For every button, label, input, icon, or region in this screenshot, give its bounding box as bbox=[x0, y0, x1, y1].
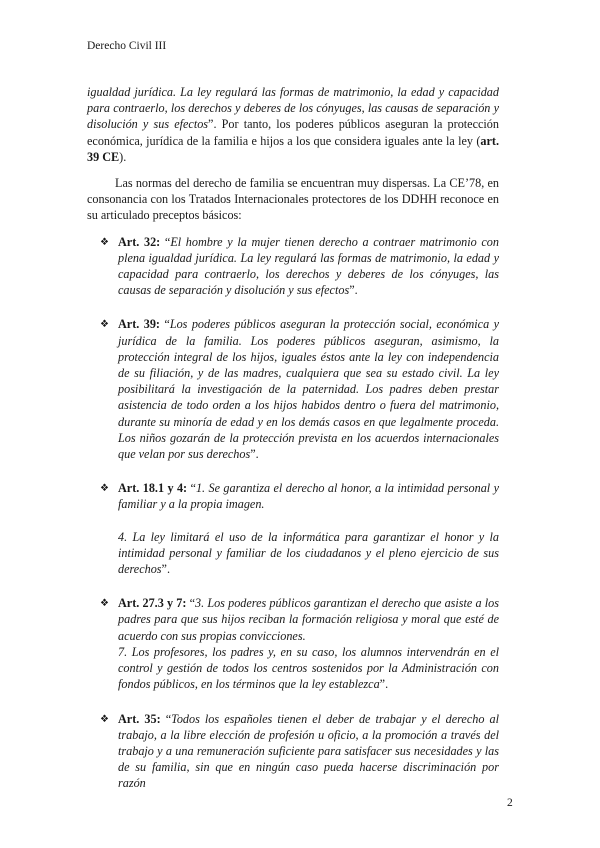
article-39: ❖ Art. 39: “Los poderes públicos aseguran la protección social, económica y jurídica de la familia. Los poderes públicos aseguran, asimismo, la protección integral de los hijos, iguales éstos ante la ley con independencia de su filiación, y de las madres, cualquiera que sea su estado civil. La ley posibilitará la investigación de la paternidad. Los padres deben prestar asistencia de todo orden a los hijos habidos dentro o fuera del matrimonio, durante su minoría de edad y en los demás casos en que legalmente proceda. Los niños gozarán de la protección prevista en los acuerdos internacionales que velan por sus derechos”. bbox=[100, 317, 500, 462]
bullet-icon: ❖ bbox=[100, 713, 109, 725]
article-27: ❖ Art. 27.3 y 7: “3. Los poderes públicos garantizan el derecho que asiste a los padres para que sus hijos reciban la formación religiosa y moral que esté de acuerdo con sus propias convicciones. 7. Los profesores, los padres y, en su caso, los alumnos intervendrán en el control y gestión de todos los centros sostenidos por la Administración con fondos públicos, en los términos que la ley establezca”. bbox=[100, 596, 499, 692]
article-18: ❖ Art. 18.1 y 4: “1. Se garantiza el derecho al honor, a la intimidad personal y familiar y a la propia imagen. 4. La ley limitará el uso de la informática para garantizar el honor y la intimidad personal y familiar de los ciudadanos y el pleno ejercicio de sus derechos”. bbox=[100, 481, 500, 577]
article-32: ❖ Art. 32: “El hombre y la mujer tienen derecho a contraer matrimonio con plena igualdad jurídica. La ley regulará las formas de matrimonio, la edad y capacidad para contraerlo, los derechos y deberes de los cónyuges, las causas de separación y disolución y sus efectos”. bbox=[100, 234, 499, 298]
intro-paragraph: igualdad jurídica. La ley regulará las formas de matrimonio, la edad y capacidad para contraerlo, los derechos y deberes de los cónyuges, las causas de separación y disolución y sus efectos”. Por tanto, los poderes públicos aseguran la protección económica, jurídica de la familia e hijos a los que considera iguales ante la ley (art. 39 CE). bbox=[87, 85, 499, 164]
page-header: Derecho Civil III bbox=[87, 40, 167, 52]
bullet-icon: ❖ bbox=[100, 319, 109, 331]
body-paragraph: Las normas del derecho de familia se encuentran muy dispersas. La CE’78, en consonancia con los Tratados Internacionales protectores de los DDHH reconoce en su articulado preceptos básicos: bbox=[87, 176, 499, 223]
bullet-icon: ❖ bbox=[100, 483, 109, 495]
document-body bbox=[87, 84, 499, 810]
bullet-icon: ❖ bbox=[100, 236, 109, 248]
article-35: ❖ Art. 35: “Todos los españoles tienen el deber de trabajar y el derecho al trabajo, a la libre elección de profesión u oficio, a la promoción a través del trabajo y a una remuneración suficiente para satisfacer sus necesidades y las de su familia, sin que en ningún caso pueda hacerse discriminación por razón bbox=[100, 711, 499, 791]
page-number: 2 bbox=[507, 797, 513, 809]
bullet-icon: ❖ bbox=[100, 598, 109, 610]
